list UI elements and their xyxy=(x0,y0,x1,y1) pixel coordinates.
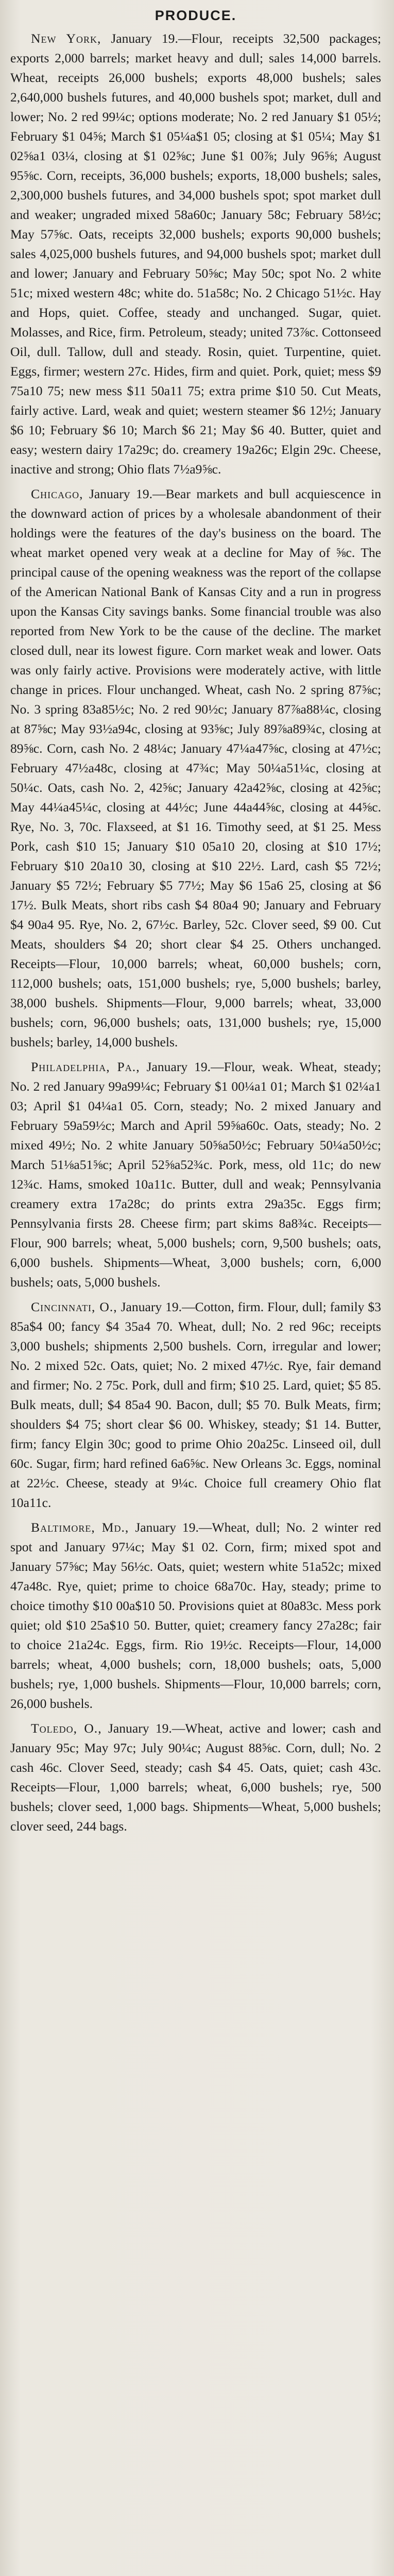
article-body: January 19.—Wheat, active and lower; cash and January 95c; May 97c; July 90¼c; August 88⅝c. Corn, dull; No. 2 cash 46c. Clover Seed, steady; cash $4 45. Oats, quiet; cash 43c. Receipts—Flour, 1,000 barrels; wheat, 6,000 bushels; rye, 500 bushels; clover seed, 1,000 bags. Shipments—Wheat, 5,000 bushels; clover seed, 244 bags. xyxy=(10,1721,381,1834)
article-body: January 19.—Bear markets and bull acquiescence in the downward action of prices by a wholesale abandonment of their holdings were the features of the day's business on the board. The wheat market opened very weak at a decline for May of ⅝c. The principal cause of the opening weakness was the report of the collapse of the American National Bank of Kansas City and a run in progress upon the Kansas City savings banks. Some financial trouble was also reported from New York to be the cause of the decline. The market closed dull, near its lowest figure. Corn market weak and lower. Oats was only fairly active. Provisions were moderately active, with little change in prices. Flour unchanged. Wheat, cash No. 2 spring 87⅝c; No. 3 spring 83a85½c; No. 2 red 90½c; January 87⅞a88¼c, closing at 87⅝c; May 93½a94c, closing at 93⅝c; July 89⅞a89¾c, closing at 89⅝c. Corn, cash No. 2 48¼c; January 47¼a47⅝c, closing at 47½c; February 47½a48c, closing at 47¾c; May 50¼a51¼c, closing at 50¼c. Oats, cash No. 2, 42⅝c; January 42a42⅝c, closing at 42⅝c; May 44¼a45¼c, closing at 44½c; June 44a44⅝c, closing at 44⅝c. Rye, No. 3, 70c. Flaxseed, at $1 16. Timothy seed, at $1 25. Mess Pork, cash $10 15; January $10 05a10 20, closing at $10 17½; February $10 20a10 30, closing at $10 22½. Lard, cash $5 72½; January $5 72½; February $5 77½; May $6 15a6 25, closing at $6 17½. Bulk Meats, short ribs cash $4 80a4 90; January and February $4 90a4 95. Rye, No. 2, 67½c. Barley, 52c. Clover seed, $9 00. Cut Meats, shoulders $4 20; short clear $4 25. Others unchanged. Receipts—Flour, 10,000 barrels; wheat, 60,000 bushels; corn, 112,000 bushels; oats, 151,000 bushels; rye, 5,000 bushels; barley, 38,000 bushels. Shipments—Flour, 9,000 barrels; wheat, 33,000 bushels; corn, 96,000 bushels; oats, 131,000 bushels; rye, 15,000 bushels; barley, 14,000 bushels. xyxy=(10,486,381,1049)
article-toledo xyxy=(10,1719,381,1836)
article-baltimore xyxy=(10,1518,381,1714)
dateline: Philadelphia, Pa., xyxy=(31,1059,140,1074)
dateline: Toledo, O., xyxy=(31,1721,102,1736)
dateline: Chicago, xyxy=(31,486,83,501)
article-cincinnati xyxy=(10,1297,381,1513)
article-body: January 19.—Wheat, dull; No. 2 winter red spot and January 97¼c; May $1 02. Corn, firm; mixed spot and January 57⅝c; May 56½c. Oats, quiet; western white 51a52c; mixed 47a48c. Rye, quiet; prime to choice 68a70c. Hay, steady; prime to choice timothy $10 00a$10 50. Provisions quiet at 80a83c. Mess pork quiet; old $10 25a$10 50. Butter, quiet; creamery fancy 27a28c; fair to choice 21a24c. Eggs, firm. Rio 19½c. Receipts—Flour, 14,000 barrels; wheat, 4,000 bushels; corn, 18,000 bushels; oats, 5,000 bushels; rye, 1,000 bushels. Shipments—Flour, 10,000 barrels; corn, 26,000 bushels. xyxy=(10,1520,382,1711)
article-body: January 19.—Flour, receipts 32,500 packages; exports 2,000 barrels; market heavy and dull; sales 14,000 barrels. Wheat, receipts 26,000 bushels; exports 48,000 bushels; sales 2,640,000 bushels futures, and 40,000 bushels spot; market, dull and lower; No. 2 red 99¼c; options moderate; No. 2 red January $1 05½; February $1 04⅝; March $1 05¼a$1 05; closing at $1 05¼; May $1 02⅝a1 03¼, closing at $1 02⅝c; June $1 00⅞; July 96⅝; August 95⅝c. Corn, receipts, 36,000 bushels; exports, 18,000 bushels; sales, 2,300,000 bushels futures, and 34,000 bushels spot; spot market dull and weaker; ungraded mixed 58a60c; January 58c; February 58½c; May 57⅝c. Oats, receipts 32,000 bushels; exports 90,000 bushels; sales 4,025,000 bushels futures, and 94,000 bushels spot; market dull and lower; January and February 50⅝c; May 50c; spot No. 2 white 51c; mixed western 48c; white do. 51a58c; No. 2 Chicago 51½c. Hay and Hops, quiet. Coffee, steady and unchanged. Sugar, quiet. Molasses, and Rice, firm. Petroleum, steady; united 73⅞c. Cottonseed Oil, dull. Tallow, dull and steady. Rosin, quiet. Turpentine, quiet. Eggs, firmer; western 27c. Hides, firm and quiet. Pork, quiet; mess $9 75a10 75; new mess $11 50a11 75; extra prime $10 50. Cut Meats, fairly active. Lard, weak and quiet; western steamer $6 12½; January $6 10; February $6 10; March $6 21; May $6 40. Butter, quiet and easy; western dairy 17a29c; do. creamery 19a26c; Elgin 29c. Cheese, inactive and strong; Ohio flats 7½a9⅝c. xyxy=(10,31,381,477)
dateline: New York, xyxy=(31,31,101,46)
dateline: Cincinnati, O., xyxy=(31,1299,117,1314)
article-chicago xyxy=(10,484,381,1052)
article-new-york xyxy=(10,29,381,479)
article-body: January 19.—Flour, weak. Wheat, steady; No. 2 red January 99a99¼c; February $1 00¼a1 01; March $1 02¼a1 03; April $1 04¼a1 05. Corn, steady; No. 2 mixed January and February 59a59½c; March and April 59⅝a60c. Oats, steady; No. 2 mixed 49½; No. 2 white January 50⅝a50½c; February 50¼a50½c; March 51⅛a51⅝c; April 52⅝a52¾c. Pork, mess, old 11c; do new 12¾c. Hams, smoked 10a11c. Butter, dull and weak; Pennsylvania creamery extra 17a28c; do prints extra 29a35c. Eggs firm; Pennsylvania firsts 28. Cheese firm; part skims 8a8¾c. Receipts—Flour, 900 barrels; wheat, 5,000 bushels; corn, 9,500 bushels; oats, 6,000 bushels. Shipments—Wheat, 3,000 bushels; corn, 6,000 bushels; oats, 5,000 bushels. xyxy=(10,1059,381,1290)
produce-column xyxy=(10,6,381,1841)
section-heading: PRODUCE. xyxy=(155,8,237,23)
dateline: Baltimore, Md., xyxy=(31,1520,129,1535)
article-philadelphia xyxy=(10,1057,381,1292)
article-body: January 19.—Cotton, firm. Flour, dull; family $3 85a$4 00; fancy $4 35a4 70. Wheat, dull; No. 2 red 96c; receipts 3,000 bushels; shipments 2,500 bushels. Corn, irregular and lower; No. 2 mixed 52c. Oats, quiet; No. 2 mixed 47½c. Rye, fair demand and firmer; No. 2 75c. Pork, dull and firm; $10 25. Lard, quiet; $5 85. Bulk meats, dull; $4 85a4 90. Bacon, dull; $5 70. Bulk Meats, firm; shoulders $4 75; short clear $6 00. Whiskey, steady; $1 14. Butter, firm; fancy Elgin 30c; good to prime Ohio 20a25c. Linseed oil, dull 60c. Sugar, firm; hard refined 6a6⅝c. New Orleans 3c. Eggs, nominal at 22½c. Cheese, steady at 9¼c. Choice full creamery Ohio flat 10a11c. xyxy=(10,1299,381,1510)
